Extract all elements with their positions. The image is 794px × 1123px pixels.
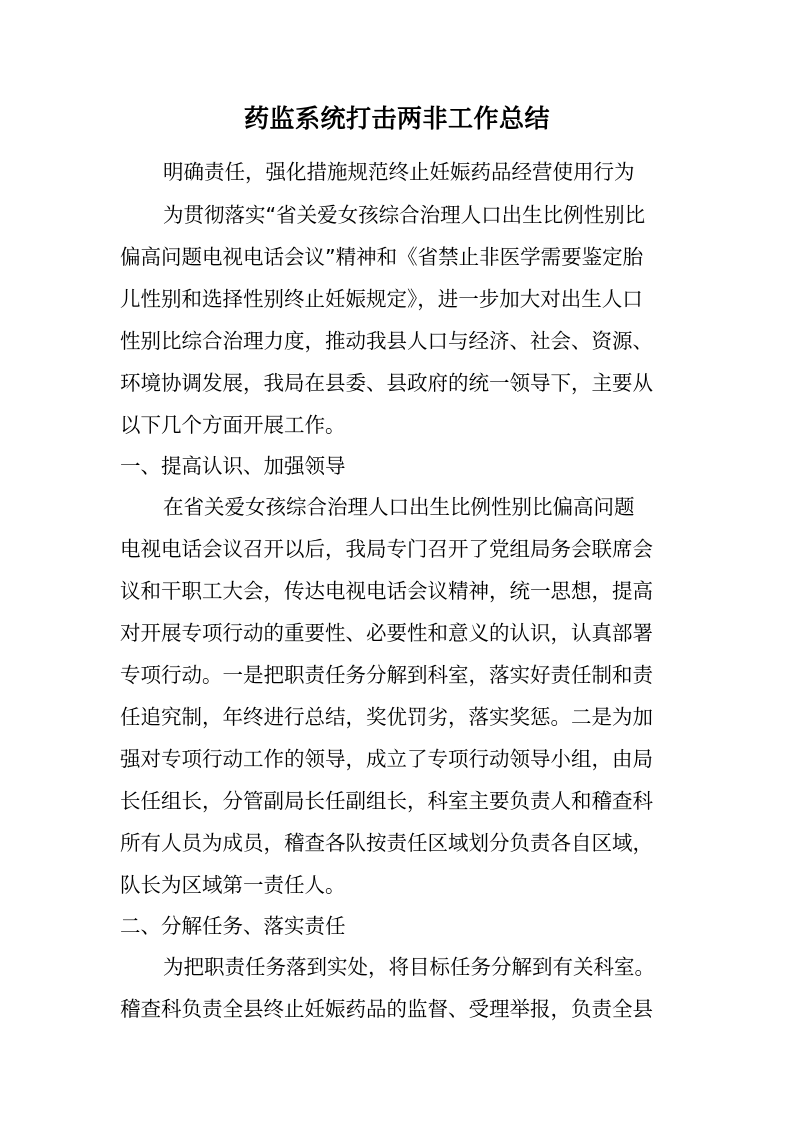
paragraph-line: 儿性别和选择性别终止妊娠规定》，进一步加大对出生人口 <box>120 287 643 311</box>
section-heading: 一、提高认识、加强领导 <box>120 454 346 478</box>
paragraph-line: 稽查科负责全县终止妊娠药品的监督、受理举报，负责全县 <box>120 997 653 1021</box>
paragraph-line: 议和干职工大会，传达电视电话会议精神，统一思想，提高 <box>120 579 653 603</box>
paragraph-line: 为把职责任务落到实处，将目标任务分解到有关科室。 <box>163 955 655 979</box>
paragraph-line: 任追究制，年终进行总结，奖优罚劣，落实奖惩。二是为加 <box>120 705 653 729</box>
paragraph-line: 环境协调发展，我局在县委、县政府的统一领导下，主要从 <box>120 371 653 395</box>
paragraph-line: 性别比综合治理力度，推动我县人口与经济、社会、资源、 <box>120 329 653 353</box>
subtitle-line: 明确责任，强化措施规范终止妊娠药品经营使用行为 <box>163 160 635 184</box>
paragraph-line: 长任组长，分管副局长任副组长，科室主要负责人和稽查科 <box>120 789 653 813</box>
document-title: 药监系统打击两非工作总结 <box>243 104 550 133</box>
paragraph-line: 在省关爱女孩综合治理人口出生比例性别比偏高问题 <box>163 495 635 519</box>
paragraph-line: 专项行动。一是把职责任务分解到科室，落实好责任制和责 <box>120 663 653 687</box>
paragraph-line: 以下几个方面开展工作。 <box>120 413 346 437</box>
paragraph-line: 电视电话会议召开以后，我局专门召开了党组局务会联席会 <box>120 537 653 561</box>
paragraph-line: 为贯彻落实“省关爱女孩综合治理人口出生比例性别比 <box>163 203 646 227</box>
paragraph-line: 队长为区域第一责任人。 <box>120 873 346 897</box>
section-heading: 二、分解任务、落实责任 <box>120 914 346 938</box>
paragraph-line: 所有人员为成员，稽查各队按责任区域划分负责各自区域， <box>120 831 653 855</box>
paragraph-line: 强对专项行动工作的领导，成立了专项行动领导小组，由局 <box>120 747 653 771</box>
paragraph-line: 对开展专项行动的重要性、必要性和意义的认识，认真部署 <box>120 621 653 645</box>
paragraph-line: 偏高问题电视电话会议”精神和《省禁止非医学需要鉴定胎 <box>120 245 644 269</box>
